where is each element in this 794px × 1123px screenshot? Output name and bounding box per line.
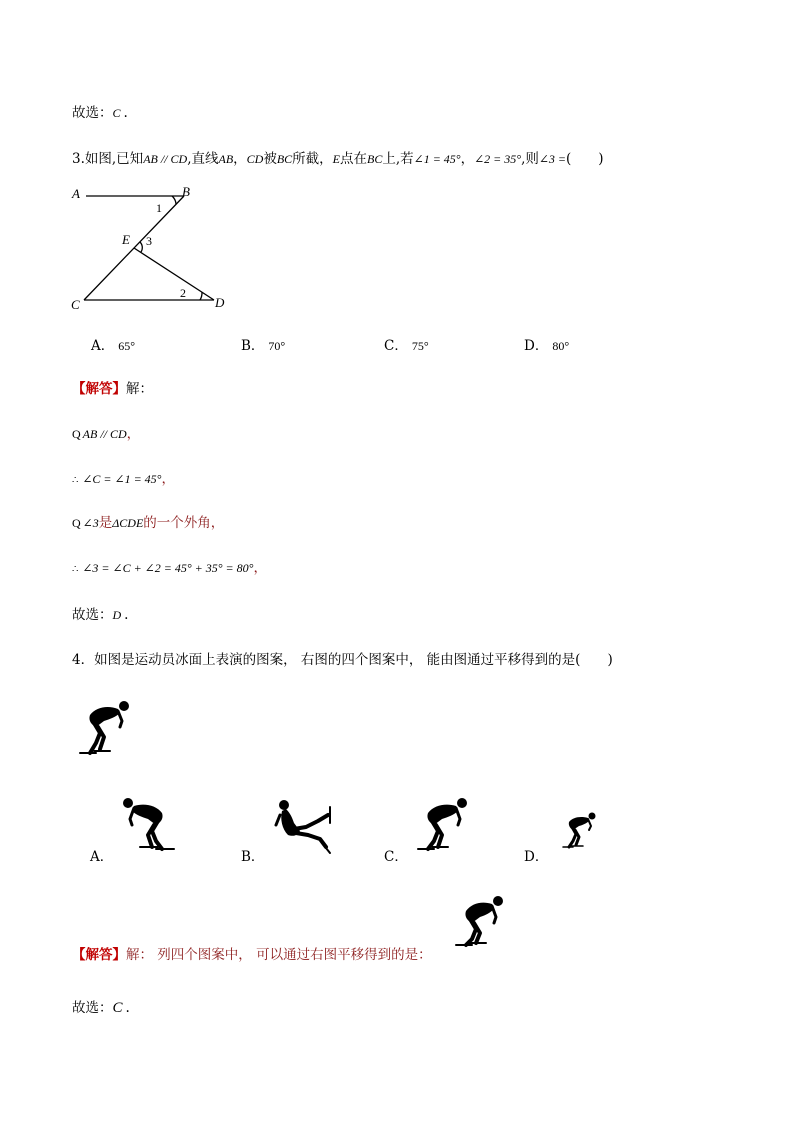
skater-option-a-image — [118, 795, 180, 855]
label-angle-3: 3 — [146, 234, 152, 248]
solution-tag: 【解答】 — [72, 947, 126, 963]
answer-prefix: 故选： — [72, 105, 113, 121]
q3-math-ab: AB — [218, 152, 234, 166]
q3-option-d — [524, 334, 569, 354]
answer-end: . — [124, 607, 129, 623]
q4-option-b — [241, 845, 264, 865]
step-mark: ∴ — [72, 564, 79, 575]
angle-3-arc — [140, 242, 142, 252]
q3-text-4: 被 — [263, 151, 277, 167]
step-math: ∠C = ∠1 = 45° — [82, 472, 162, 486]
q3-text-8: ， — [460, 151, 475, 167]
q3-math-cd: CD — [246, 152, 264, 166]
step-tail: 的一个外角， — [143, 515, 225, 531]
q3-math-angle1: ∠1 = 45° — [413, 152, 461, 166]
option-letter: D． — [524, 849, 549, 865]
q3-paren: ( ) — [566, 151, 604, 167]
label-e: E — [122, 232, 130, 247]
q3-math-parallel: AB // CD — [143, 152, 188, 166]
option-value: 65° — [118, 339, 136, 353]
q3-stem — [72, 147, 604, 167]
q3-text-5: 所截， — [292, 151, 333, 167]
label-c: C — [71, 297, 80, 312]
q4-stem — [72, 648, 613, 668]
q3-step-3 — [72, 511, 224, 531]
q3-math-bc: BC — [276, 152, 293, 166]
step-math: AB // CD — [82, 427, 127, 441]
previous-answer — [72, 101, 128, 121]
q4-option-a — [90, 845, 113, 865]
solution-tag: 【解答】 — [72, 381, 126, 397]
q3-final-answer — [72, 603, 128, 623]
q4-stem-text: 4．如图是运动员冰面上表演的图案， 右图的四个图案中， 能由图通过平移得到的是 — [72, 652, 576, 668]
q3-number: 3. — [72, 151, 85, 167]
q3-option-c — [384, 334, 429, 354]
q3-text-9: ,则 — [521, 151, 539, 167]
q4-option-d — [524, 845, 548, 865]
option-letter: B． — [241, 338, 265, 354]
label-a: A — [72, 186, 80, 201]
q3-text-2: ,直线 — [187, 151, 219, 167]
step-tail: ， — [161, 471, 175, 487]
skater-solution-image — [452, 893, 508, 951]
q3-option-b — [241, 334, 285, 354]
option-letter: B． — [241, 849, 265, 865]
label-b: B — [182, 184, 190, 199]
option-value: 80° — [552, 339, 570, 353]
step-mid: 是 — [98, 515, 113, 531]
answer-letter: C — [112, 106, 121, 120]
q3-solution-header — [72, 377, 153, 397]
answer-letter: C — [112, 1000, 123, 1016]
q3-math-angle3: ∠3 = — [538, 152, 567, 166]
step-mark: Q — [72, 516, 81, 530]
skater-option-c-image — [412, 795, 472, 855]
q3-step-4 — [72, 556, 267, 576]
label-angle-2: 2 — [180, 286, 186, 300]
step-tail: ， — [126, 426, 141, 442]
step-mark: Q — [72, 427, 81, 441]
option-letter: C． — [384, 849, 408, 865]
angle-1-arc — [172, 196, 176, 204]
solution-text: 解： 列四个图案中， 可以通过右图平移得到的是： — [126, 947, 432, 963]
option-letter: C． — [384, 338, 408, 354]
q4-paren: ( ) — [575, 652, 613, 668]
option-value: 75° — [411, 339, 429, 353]
skater-original-figure — [74, 697, 134, 759]
step-math-2: ΔCDE — [112, 516, 144, 530]
angle-2-arc — [200, 292, 202, 300]
answer-prefix: 故选： — [72, 607, 113, 623]
option-letter: A． — [90, 849, 114, 865]
q3-step-1 — [72, 422, 140, 442]
option-letter: D． — [524, 338, 549, 354]
step-math: ∠3 — [82, 516, 99, 530]
q4-final-answer — [72, 996, 130, 1017]
q3-math-e: E — [332, 152, 341, 166]
answer-end: . — [123, 105, 128, 121]
step-mark: ∴ — [72, 475, 79, 486]
q3-text-3: ， — [233, 151, 247, 167]
q3-math-bc2: BC — [367, 152, 383, 166]
q3-text-7: 上,若 — [382, 151, 414, 167]
solution-intro: 解： — [126, 381, 153, 397]
answer-end: . — [125, 1000, 130, 1016]
q3-text-1: 如图,已知 — [84, 151, 144, 167]
option-letter: A． — [91, 338, 115, 354]
label-d: D — [215, 295, 225, 310]
answer-prefix: 故选： — [72, 1000, 113, 1016]
q3-geometry-figure — [68, 182, 238, 314]
answer-letter: D — [112, 608, 122, 622]
q3-text-6: 点在 — [340, 151, 368, 167]
q4-solution — [72, 943, 432, 963]
skater-option-d-image — [559, 810, 599, 852]
q3-option-a — [91, 334, 135, 354]
step-math: ∠3 = ∠C + ∠2 = 45° + 35° = 80° — [82, 561, 254, 575]
option-value: 70° — [268, 339, 286, 353]
q3-math-angle2: ∠2 = 35° — [474, 152, 522, 166]
label-angle-1: 1 — [156, 201, 162, 215]
step-tail: ， — [253, 560, 267, 576]
q4-option-c — [384, 845, 408, 865]
skater-option-b-image — [272, 797, 336, 855]
q3-step-2 — [72, 467, 175, 487]
